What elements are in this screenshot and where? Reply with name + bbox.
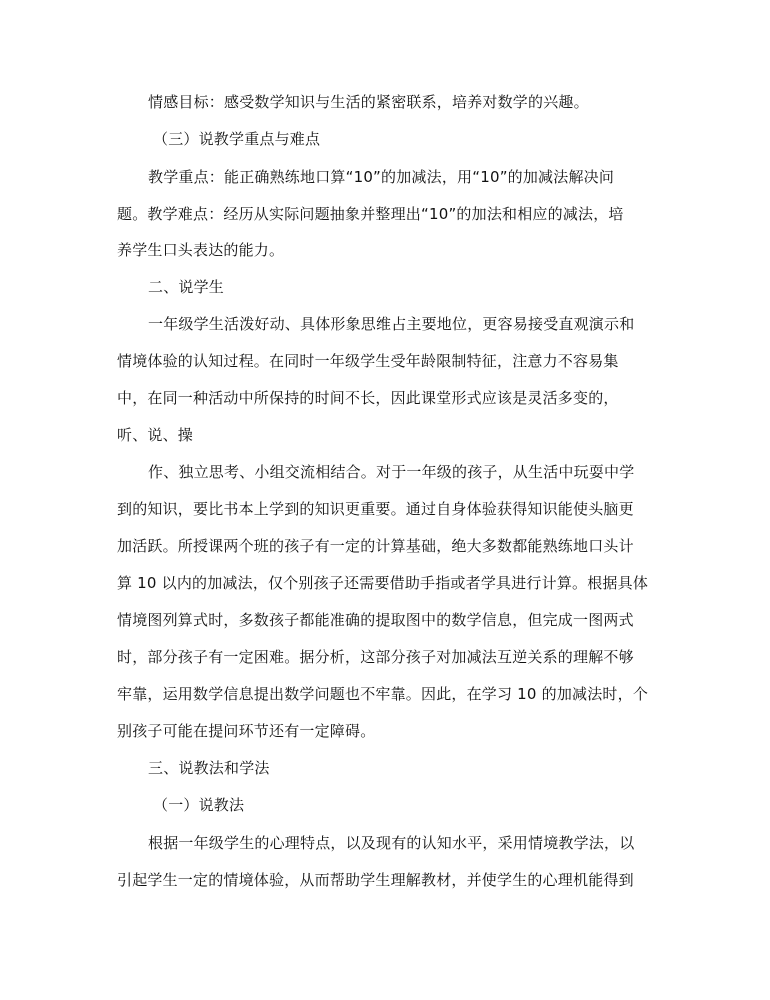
paragraph-line: 根据一年级学生的心理特点，以及现有的认知水平，采用情境教学法，以	[148, 834, 635, 852]
section-heading: （一）说教法	[153, 796, 245, 814]
paragraph-line: 引起学生一定的情境体验，从而帮助学生理解教材，并使学生的心理机能得到	[117, 871, 634, 889]
paragraph-line: 加活跃。所授课两个班的孩子有一定的计算基础，绝大多数都能熟练地口头计	[117, 537, 634, 555]
paragraph-line: 中，在同一种活动中所保持的时间不长，因此课堂形式应该是灵活多变的，	[117, 389, 619, 407]
paragraph-line: 情境图列算式时，多数孩子都能准确的提取图中的数学信息，但完成一图两式	[117, 611, 634, 629]
section-heading: 三、说教法和学法	[148, 759, 270, 777]
paragraph-line: 听、说、操	[117, 426, 194, 444]
paragraph-line: 题。教学难点：经历从实际问题抽象并整理出“10”的加法和相应的减法，培	[117, 205, 624, 223]
paragraph-line: 作、独立思考、小组交流相结合。对于一年级的孩子，从生活中玩耍中学	[148, 463, 635, 481]
section-heading: 二、说学生	[148, 278, 225, 296]
paragraph-line: 到的知识，要比书本上学到的知识更重要。通过自身体验获得知识能使头脑更	[117, 500, 634, 518]
paragraph-line: 时，部分孩子有一定困难。据分析，这部分孩子对加减法互逆关系的理解不够	[117, 648, 634, 666]
section-heading: （三）说教学重点与难点	[153, 130, 321, 148]
paragraph-line: 别孩子可能在提问环节还有一定障碍。	[117, 722, 376, 740]
paragraph-line: 情感目标：感受数学知识与生活的紧密联系，培养对数学的兴趣。	[148, 93, 589, 111]
paragraph-line: 算 10 以内的加减法，仅个别孩子还需要借助手指或者学具进行计算。根据具体	[117, 574, 649, 592]
paragraph-line: 一年级学生活泼好动、具体形象思维占主要地位，更容易接受直观演示和	[148, 315, 635, 333]
paragraph-line: 牢靠，运用数学信息提出数学问题也不牢靠。因此，在学习 10 的加减法时，个	[117, 685, 649, 703]
paragraph-line: 情境体验的认知过程。在同时一年级学生受年龄限制特征，注意力不容易集	[117, 352, 619, 370]
paragraph-line: 教学重点：能正确熟练地口算“10”的加减法，用“10”的加减法解决问	[148, 168, 615, 186]
paragraph-line: 养学生口头表达的能力。	[117, 241, 285, 259]
